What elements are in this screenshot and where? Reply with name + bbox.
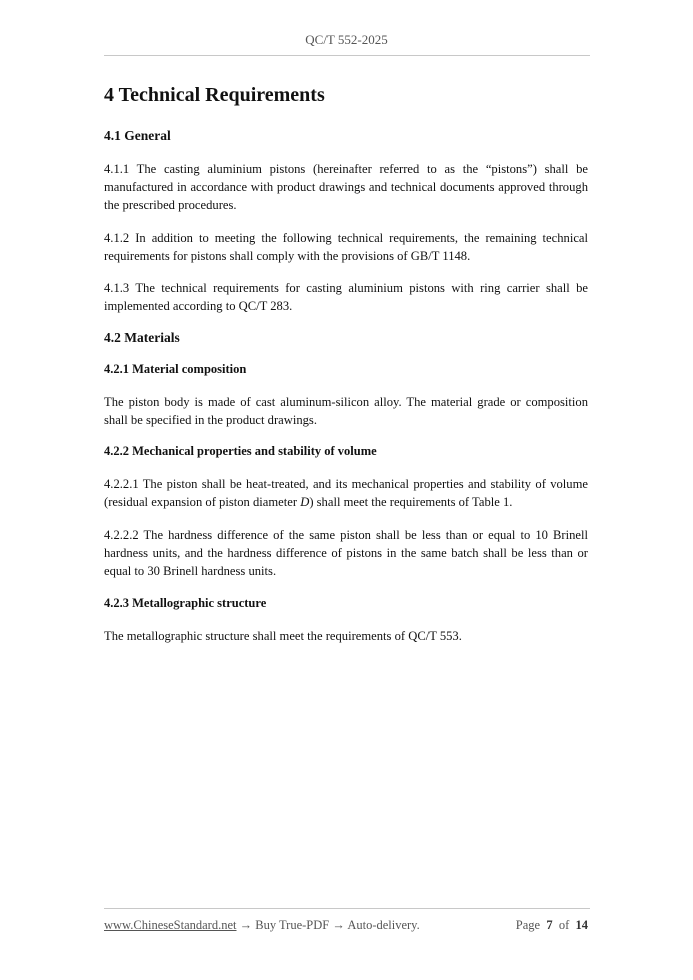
of-label: of xyxy=(558,918,570,932)
buy-text: Buy True-PDF xyxy=(255,918,330,932)
paragraph-4-2-1: The piston body is made of cast aluminum-silicon alloy. The material grade or composition shall be specified in the product drawings. xyxy=(104,395,588,427)
header-rule xyxy=(104,55,590,56)
page-indicator xyxy=(516,918,588,933)
footer-left xyxy=(104,918,420,933)
text: ) shall meet the requirements of Table 1. xyxy=(309,495,513,509)
site-link[interactable]: www.ChineseStandard.net xyxy=(104,918,237,932)
heading-4-2: 4.2 Materials xyxy=(104,330,180,345)
page-number: 7 xyxy=(546,918,553,932)
footer xyxy=(104,918,588,933)
arrow-right-icon: → xyxy=(332,918,345,932)
variable-d: D xyxy=(300,495,310,509)
paragraph-4-2-3: The metallographic structure shall meet the requirements of QC/T 553. xyxy=(104,629,462,643)
paragraph-4-2-2-2: 4.2.2.2 The hardness difference of the same piston shall be less than or equal to 10 Brinell hardness units, and the hardness difference of pistons in the same batch shall be less than or equal to 30 Brinell hardness units. xyxy=(104,528,588,578)
heading-4-2-3: 4.2.3 Metallographic structure xyxy=(104,596,267,610)
section-title: 4 Technical Requirements xyxy=(104,84,325,106)
paragraph-4-1-3: 4.1.3 The technical requirements for casting aluminium pistons with ring carrier shall be implemented according to QC/T 283. xyxy=(104,281,588,313)
heading-4-2-1: 4.2.1 Material composition xyxy=(104,362,247,376)
auto-delivery-text: Auto-delivery. xyxy=(347,918,420,932)
page-label: Page xyxy=(515,918,541,932)
paragraph-4-1-1: 4.1.1 The casting aluminium pistons (hereinafter referred to as the “pistons”) shall be manufactured in accordance with product drawings and technical documents approved through the prescribed procedures. xyxy=(104,162,588,212)
arrow-right-icon: → xyxy=(239,918,253,932)
text: 4.2.2.1 The piston shall be heat-treated, and its mechanical properties and stability of volume (residual expansion of piston diameter xyxy=(104,477,588,509)
header-doc-id: QC/T 552-2025 xyxy=(305,32,388,47)
heading-4-1: 4.1 General xyxy=(104,128,171,143)
heading-4-2-2: 4.2.2 Mechanical properties and stability of volume xyxy=(104,444,377,458)
paragraph-4-2-2-1 xyxy=(104,475,588,511)
paragraph-4-1-2: 4.1.2 In addition to meeting the following technical requirements, the remaining technical requirements for pistons shall comply with the provisions of GB/T 1148. xyxy=(104,231,588,263)
footer-rule xyxy=(104,908,590,909)
page-total: 14 xyxy=(575,918,588,932)
